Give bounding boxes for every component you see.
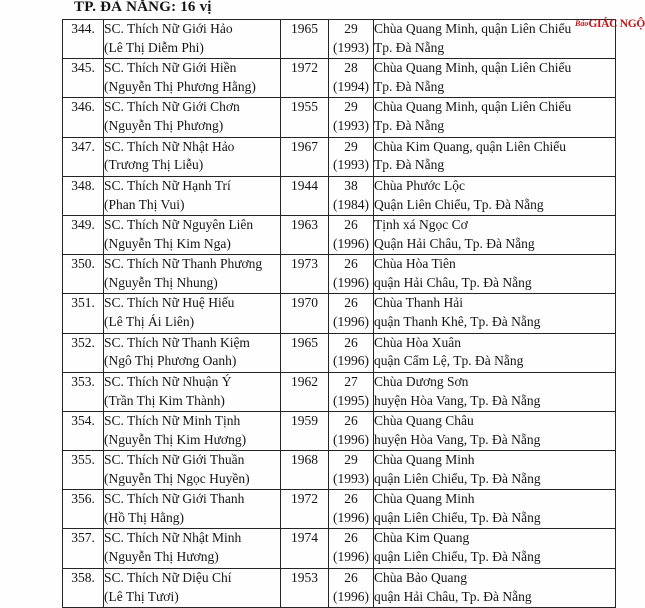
birth-year: 1953 xyxy=(281,568,329,607)
birth-year: 1963 xyxy=(281,215,329,254)
ordination-age: 27 xyxy=(344,373,358,389)
ordination-cell xyxy=(329,490,374,529)
temple-cell xyxy=(374,568,616,607)
ordination-year: (1996) xyxy=(333,549,369,565)
ordination-cell xyxy=(329,451,374,490)
row-number: 347. xyxy=(63,137,104,176)
dharma-name: SC. Thích Nữ Thanh Phương xyxy=(104,256,263,272)
birth-year: 1974 xyxy=(281,529,329,568)
ordination-year: (1995) xyxy=(333,392,369,408)
row-number: 353. xyxy=(63,372,104,411)
ordination-age: 29 xyxy=(344,138,358,154)
secular-name: (Lê Thị Tươi) xyxy=(104,588,179,604)
temple-line1: Chùa Quang Minh, quận Liên Chiểu xyxy=(374,21,572,36)
secular-name: (Trần Thị Kim Thành) xyxy=(104,392,225,408)
birth-year: 1955 xyxy=(281,98,329,137)
temple-line1: Chùa Kim Quang xyxy=(374,530,470,546)
table-row xyxy=(63,372,616,411)
birth-year: 1959 xyxy=(281,411,329,450)
dharma-name: SC. Thích Nữ Nhật Hảo xyxy=(104,138,235,154)
temple-line1: Chùa Kim Quang, quận Liên Chiểu xyxy=(374,138,566,154)
table-row xyxy=(63,568,616,607)
name-cell xyxy=(104,98,281,137)
temple-line2: Quận Liên Chiểu, Tp. Đà Nẵng xyxy=(374,196,544,212)
page-title: TP. ĐÀ NẴNG: 16 vị xyxy=(74,0,212,15)
ordination-cell xyxy=(329,176,374,215)
temple-line2: quận Liên Chiểu, Tp. Đà Nẵng xyxy=(374,549,541,565)
temple-line1: Chùa Hòa Tiên xyxy=(374,256,456,272)
table-row xyxy=(63,333,616,372)
ordination-age: 26 xyxy=(344,530,358,546)
row-number: 350. xyxy=(63,255,104,294)
ordination-year: (1996) xyxy=(333,314,369,330)
temple-line2: quận Hải Châu, Tp. Đà Nẵng xyxy=(374,588,532,604)
dharma-name: SC. Thích Nữ Nhật Minh xyxy=(104,530,242,546)
ordination-cell xyxy=(329,20,374,59)
dharma-name: SC. Thích Nữ Nhuận Ý xyxy=(104,373,232,389)
temple-line2: Tp. Đà Nẵng xyxy=(374,118,445,134)
ordination-cell xyxy=(329,98,374,137)
name-cell xyxy=(104,333,281,372)
watermark-prefix: Báo xyxy=(575,19,589,28)
row-number: 346. xyxy=(63,98,104,137)
secular-name: (Lê Thị Diễm Phi) xyxy=(104,39,204,55)
name-cell xyxy=(104,568,281,607)
ordination-cell xyxy=(329,215,374,254)
secular-name: (Hồ Thị Hằng) xyxy=(104,510,184,526)
ordination-year: (1996) xyxy=(333,275,369,291)
temple-line2: Tp. Đà Nẵng xyxy=(374,79,445,95)
row-number: 348. xyxy=(63,176,104,215)
name-cell xyxy=(104,411,281,450)
dharma-name: SC. Thích Nữ Giới Thuần xyxy=(104,452,245,468)
giac-ngo-watermark xyxy=(575,16,645,31)
temple-line1: Chùa Thanh Hải xyxy=(374,295,463,311)
temple-cell xyxy=(374,411,616,450)
dharma-name: SC. Thích Nữ Giới Thanh xyxy=(104,491,245,507)
temple-line1: Chùa Bảo Quang xyxy=(374,569,467,585)
table-row xyxy=(63,294,616,333)
dharma-name: SC. Thích Nữ Thanh Kiệm xyxy=(104,334,250,350)
secular-name: (Nguyễn Thị Ngọc Huyền) xyxy=(104,470,250,486)
ordination-year: (1996) xyxy=(333,588,369,604)
birth-year: 1968 xyxy=(281,451,329,490)
ordination-age: 38 xyxy=(344,177,358,193)
secular-name: (Nguyễn Thị Phương) xyxy=(104,118,224,134)
temple-cell xyxy=(374,59,616,98)
table-row xyxy=(63,98,616,137)
temple-line1: Chùa Quang Minh xyxy=(374,491,475,507)
row-number: 352. xyxy=(63,333,104,372)
temple-line2: quận Hải Châu, Tp. Đà Nẵng xyxy=(374,275,532,291)
table-row xyxy=(63,176,616,215)
row-number: 356. xyxy=(63,490,104,529)
dharma-name: SC. Thích Nữ Diệu Chí xyxy=(104,569,232,585)
temple-cell xyxy=(374,255,616,294)
name-cell xyxy=(104,372,281,411)
row-number: 358. xyxy=(63,568,104,607)
ordination-cell xyxy=(329,294,374,333)
birth-year: 1965 xyxy=(281,20,329,59)
nuns-roster-table xyxy=(62,19,616,608)
name-cell xyxy=(104,490,281,529)
temple-cell xyxy=(374,333,616,372)
birth-year: 1965 xyxy=(281,333,329,372)
ordination-year: (1993) xyxy=(333,39,369,55)
ordination-year: (1993) xyxy=(333,157,369,173)
dharma-name: SC. Thích Nữ Huệ Hiếu xyxy=(104,295,235,311)
name-cell xyxy=(104,215,281,254)
temple-cell xyxy=(374,451,616,490)
secular-name: (Nguyễn Thị Nhung) xyxy=(104,275,218,291)
temple-cell xyxy=(374,98,616,137)
temple-cell xyxy=(374,490,616,529)
dharma-name: SC. Thích Nữ Hạnh Trí xyxy=(104,177,231,193)
ordination-age: 26 xyxy=(344,334,358,350)
birth-year: 1972 xyxy=(281,59,329,98)
name-cell xyxy=(104,255,281,294)
ordination-year: (1984) xyxy=(333,196,369,212)
birth-year: 1972 xyxy=(281,490,329,529)
dharma-name: SC. Thích Nữ Giới Chơn xyxy=(104,99,240,115)
ordination-year: (1996) xyxy=(333,235,369,251)
table-row xyxy=(63,20,616,59)
row-number: 344. xyxy=(63,20,104,59)
temple-line2: Tp. Đà Nẵng xyxy=(374,39,445,55)
temple-line2: quận Cẩm Lệ, Tp. Đà Nẵng xyxy=(374,353,524,369)
secular-name: (Ngô Thị Phương Oanh) xyxy=(104,353,237,369)
temple-line1: Chùa Dương Sơn xyxy=(374,373,469,389)
ordination-age: 29 xyxy=(344,452,358,468)
secular-name: (Nguyễn Thị Kim Nga) xyxy=(104,235,231,251)
temple-line2: quận Liên Chiểu, Tp. Đà Nẵng xyxy=(374,470,541,486)
ordination-age: 29 xyxy=(344,99,358,115)
temple-cell xyxy=(374,372,616,411)
ordination-year: (1996) xyxy=(333,510,369,526)
name-cell xyxy=(104,59,281,98)
temple-line2: Tp. Đà Nẵng xyxy=(374,157,445,173)
temple-cell xyxy=(374,176,616,215)
ordination-age: 29 xyxy=(344,21,358,36)
temple-cell xyxy=(374,294,616,333)
secular-name: (Lê Thị Ái Liên) xyxy=(104,314,195,330)
row-number: 357. xyxy=(63,529,104,568)
table-row xyxy=(63,490,616,529)
name-cell xyxy=(104,20,281,59)
ordination-age: 26 xyxy=(344,295,358,311)
ordination-cell xyxy=(329,255,374,294)
birth-year: 1962 xyxy=(281,372,329,411)
ordination-cell xyxy=(329,568,374,607)
table-row xyxy=(63,529,616,568)
secular-name: (Nguyễn Thị Phương Hằng) xyxy=(104,79,256,95)
ordination-age: 28 xyxy=(344,60,358,76)
temple-line2: Quận Hải Châu, Tp. Đà Nẵng xyxy=(374,235,535,251)
temple-line1: Chùa Quang Minh, quận Liên Chiểu xyxy=(374,60,572,76)
temple-line2: huyện Hòa Vang, Tp. Đà Nẵng xyxy=(374,431,541,447)
row-number: 351. xyxy=(63,294,104,333)
temple-line1: Chùa Quang Minh xyxy=(374,452,475,468)
ordination-cell xyxy=(329,137,374,176)
birth-year: 1967 xyxy=(281,137,329,176)
ordination-year: (1996) xyxy=(333,353,369,369)
ordination-year: (1993) xyxy=(333,470,369,486)
table-row xyxy=(63,255,616,294)
table-row xyxy=(63,137,616,176)
dharma-name: SC. Thích Nữ Giới Hảo xyxy=(104,21,233,36)
birth-year: 1973 xyxy=(281,255,329,294)
row-number: 345. xyxy=(63,59,104,98)
row-number: 349. xyxy=(63,215,104,254)
ordination-age: 26 xyxy=(344,491,358,507)
name-cell xyxy=(104,137,281,176)
ordination-year: (1994) xyxy=(333,79,369,95)
dharma-name: SC. Thích Nữ Nguyên Liên xyxy=(104,216,254,232)
temple-line2: quận Liên Chiểu, Tp. Đà Nẵng xyxy=(374,510,541,526)
ordination-age: 26 xyxy=(344,256,358,272)
table-row xyxy=(63,451,616,490)
ordination-cell xyxy=(329,59,374,98)
table-row xyxy=(63,215,616,254)
ordination-cell xyxy=(329,333,374,372)
temple-line1: Chùa Phước Lộc xyxy=(374,177,465,193)
row-number: 355. xyxy=(63,451,104,490)
secular-name: (Trương Thị Liễu) xyxy=(104,157,204,173)
temple-line1: Chùa Quang Minh, quận Liên Chiểu xyxy=(374,99,572,115)
watermark-text: GIÁC NGỘ xyxy=(588,18,645,30)
ordination-age: 26 xyxy=(344,412,358,428)
birth-year: 1944 xyxy=(281,176,329,215)
secular-name: (Nguyễn Thị Hương) xyxy=(104,549,219,565)
ordination-age: 26 xyxy=(344,569,358,585)
row-number: 354. xyxy=(63,411,104,450)
birth-year: 1970 xyxy=(281,294,329,333)
ordination-cell xyxy=(329,411,374,450)
ordination-year: (1996) xyxy=(333,431,369,447)
table-row xyxy=(63,411,616,450)
temple-line1: Chùa Hòa Xuân xyxy=(374,334,461,350)
ordination-cell xyxy=(329,529,374,568)
name-cell xyxy=(104,176,281,215)
secular-name: (Phan Thị Vui) xyxy=(104,196,185,212)
temple-line2: huyện Hòa Vang, Tp. Đà Nẵng xyxy=(374,392,541,408)
secular-name: (Nguyễn Thị Kim Hương) xyxy=(104,431,247,447)
dharma-name: SC. Thích Nữ Minh Tịnh xyxy=(104,412,241,428)
ordination-age: 26 xyxy=(344,216,358,232)
table-row xyxy=(63,59,616,98)
temple-line1: Chùa Quang Châu xyxy=(374,412,474,428)
ordination-year: (1993) xyxy=(333,118,369,134)
name-cell xyxy=(104,529,281,568)
temple-cell xyxy=(374,529,616,568)
dharma-name: SC. Thích Nữ Giới Hiền xyxy=(104,60,237,76)
name-cell xyxy=(104,451,281,490)
temple-cell xyxy=(374,215,616,254)
roster-table-body xyxy=(63,20,616,608)
ordination-cell xyxy=(329,372,374,411)
temple-cell xyxy=(374,137,616,176)
name-cell xyxy=(104,294,281,333)
temple-line1: Tịnh xá Ngọc Cơ xyxy=(374,216,468,232)
temple-line2: quận Thanh Khê, Tp. Đà Nẵng xyxy=(374,314,541,330)
